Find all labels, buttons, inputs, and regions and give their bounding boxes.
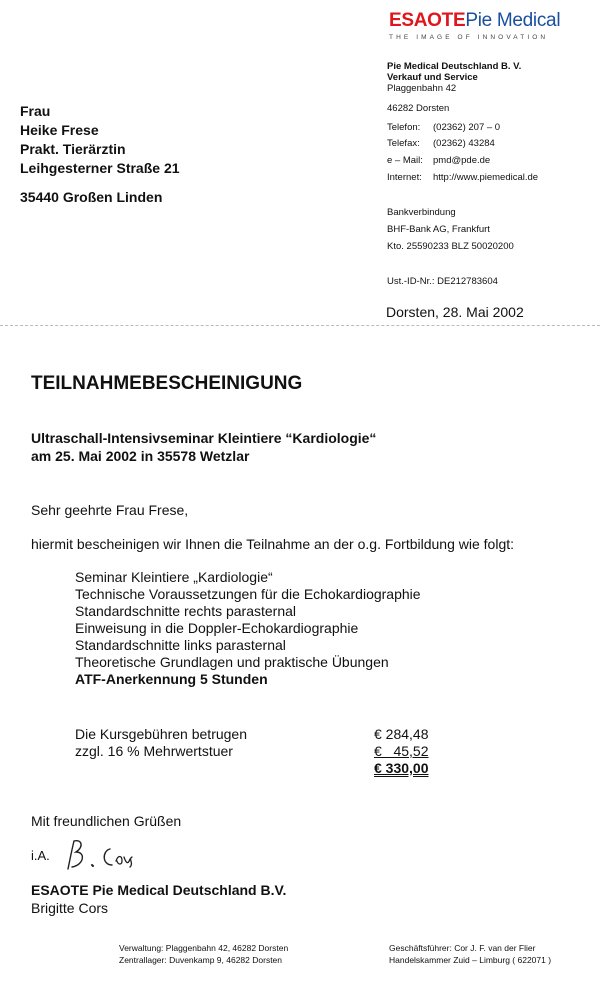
footer-ceo: Geschäftsführer: Cor J. F. van der Flier bbox=[389, 943, 536, 953]
ia-label: i.A. bbox=[31, 848, 50, 863]
logo-esaote: ESAOTE bbox=[389, 10, 466, 31]
salutation: Sehr geehrte Frau Frese, bbox=[31, 502, 189, 518]
bank-heading: Bankverbindung bbox=[387, 207, 456, 218]
list-item: Theoretische Grundlagen und praktische Übungen bbox=[75, 654, 389, 670]
closing: Mit freundlichen Grüßen bbox=[31, 813, 182, 829]
list-item: Standardschnitte links parasternal bbox=[75, 637, 286, 653]
letter-date: Dorsten, 28. Mai 2002 bbox=[386, 304, 524, 320]
sender-phone: Telefon: (02362) 207 – 0 bbox=[387, 122, 501, 133]
vat-amount: € 45,52 bbox=[374, 743, 429, 759]
fold-line bbox=[0, 325, 600, 326]
sender-block bbox=[387, 61, 521, 94]
signer-company: ESAOTE Pie Medical Deutschland B.V. bbox=[31, 882, 287, 898]
list-item: Standardschnitte rechts parasternal bbox=[75, 603, 297, 619]
footer-warehouse: Zentrallager: Duvenkamp 9, 46282 Dorsten bbox=[119, 955, 283, 965]
company-logo bbox=[389, 10, 560, 41]
bank-account: Kto. 25590233 BLZ 50020200 bbox=[387, 241, 514, 252]
sender-email: e – Mail: pmd@pde.de bbox=[387, 155, 491, 166]
sender-street: Plaggenbahn 42 bbox=[387, 83, 457, 94]
recipient-city: 35440 Großen Linden bbox=[20, 189, 163, 205]
recipient-address: Frau Heike Frese Prakt. Tierärztin Leihgesterner Straße 21 bbox=[20, 103, 180, 176]
recognition: ATF-Anerkennung 5 Stunden bbox=[75, 671, 268, 687]
sender-fax: Telefax: (02362) 43284 bbox=[387, 138, 495, 149]
course-topics bbox=[75, 569, 421, 688]
total-amount: € 330,00 bbox=[374, 760, 429, 776]
intro-text: hiermit bescheinigen wir Ihnen die Teilnahme an der o.g. Fortbildung wie folgt: bbox=[31, 536, 515, 552]
bank-name: BHF-Bank AG, Frankfurt bbox=[387, 224, 490, 235]
logo-pie-medical: Pie Medical bbox=[465, 10, 561, 31]
fee-label: Die Kursgebühren betrugen bbox=[75, 726, 248, 742]
list-item: Einweisung in die Doppler-Echokardiographie bbox=[75, 620, 359, 636]
footer-admin: Verwaltung: Plaggenbahn 42, 46282 Dorsten bbox=[119, 943, 289, 953]
list-item: Seminar Kleintiere „Kardiologie“ bbox=[75, 569, 273, 585]
vat-label: zzgl. 16 % Mehrwertstuer bbox=[75, 743, 233, 759]
sender-name: Pie Medical Deutschland B. V. bbox=[387, 61, 522, 72]
sender-internet: Internet: http://www.piemedical.de bbox=[387, 172, 539, 183]
signer-name: Brigitte Cors bbox=[31, 900, 109, 916]
list-item: Technische Voraussetzungen für die Echokardiographie bbox=[75, 586, 421, 602]
footer-registry: Handelskammer Zuid – Limburg ( 622071 ) bbox=[389, 955, 552, 965]
document-title: TEILNAHMEBESCHEINIGUNG bbox=[31, 373, 303, 394]
signature-icon bbox=[62, 835, 157, 875]
fee-amount: € 284,48 bbox=[374, 726, 429, 742]
sender-department: Verkauf und Service bbox=[387, 72, 478, 83]
sender-city: 46282 Dorsten bbox=[387, 103, 450, 114]
logo-tagline: THE IMAGE OF INNOVATION bbox=[389, 34, 549, 41]
subject: Ultraschall-Intensivseminar Kleintiere “Kardiologie“ am 25. Mai 2002 in 35578 Wetzlar bbox=[31, 430, 377, 464]
vat-id: Ust.-ID-Nr.: DE212783604 bbox=[387, 276, 498, 287]
